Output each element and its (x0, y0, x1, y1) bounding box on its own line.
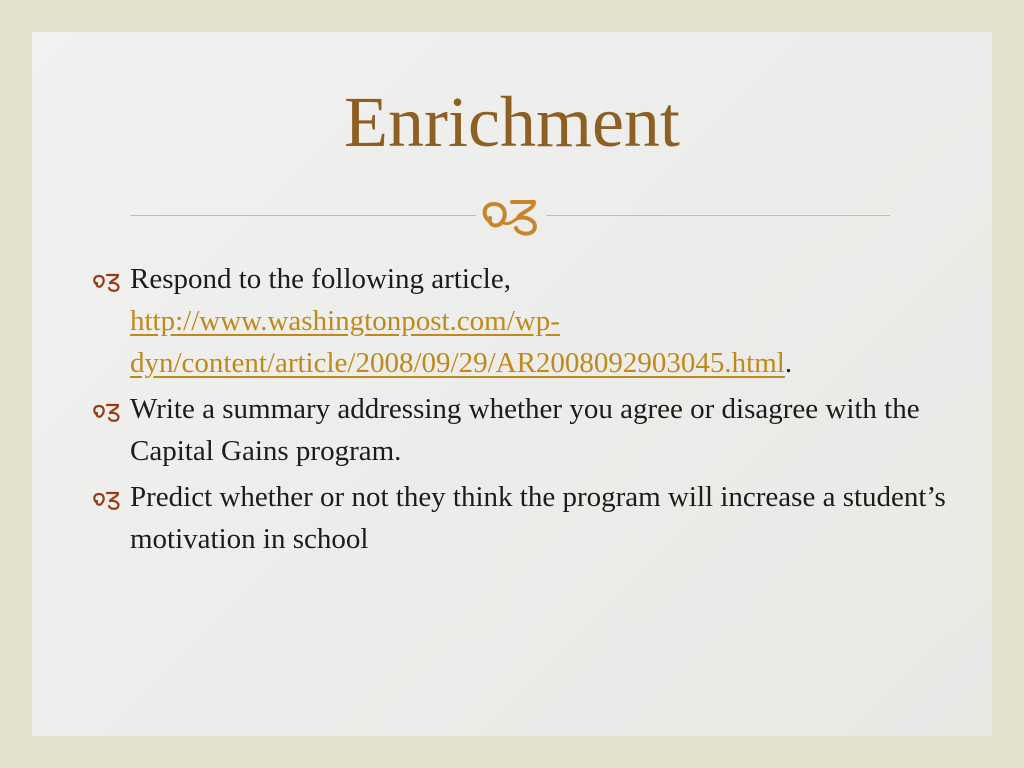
bullet-text: Respond to the following article, (130, 263, 511, 295)
bullet-text: Write a summary addressing whether you agree or disagree with the Capital Gains program. (130, 393, 920, 467)
bullet-trailing-period: . (784, 347, 793, 379)
slide-title: Enrichment (344, 82, 680, 162)
scroll-bullet-icon (90, 488, 126, 510)
scroll-ornament-icon (476, 192, 546, 238)
bullet-item-summary (90, 388, 950, 472)
scroll-bullet-icon (90, 270, 126, 292)
title-divider-left (130, 215, 476, 216)
title-divider-right (546, 215, 890, 216)
bullet-item-predict (90, 476, 950, 560)
scroll-bullet-icon (90, 400, 126, 422)
bullet-item-respond (90, 258, 950, 384)
bullet-list (90, 258, 950, 564)
bullet-text: Predict whether or not they think the program will increase a student’s motivation in school (130, 481, 946, 555)
article-link[interactable]: http://www.washingtonpost.com/wp-dyn/content/article/2008/09/29/AR2008092903045.html (130, 305, 785, 379)
